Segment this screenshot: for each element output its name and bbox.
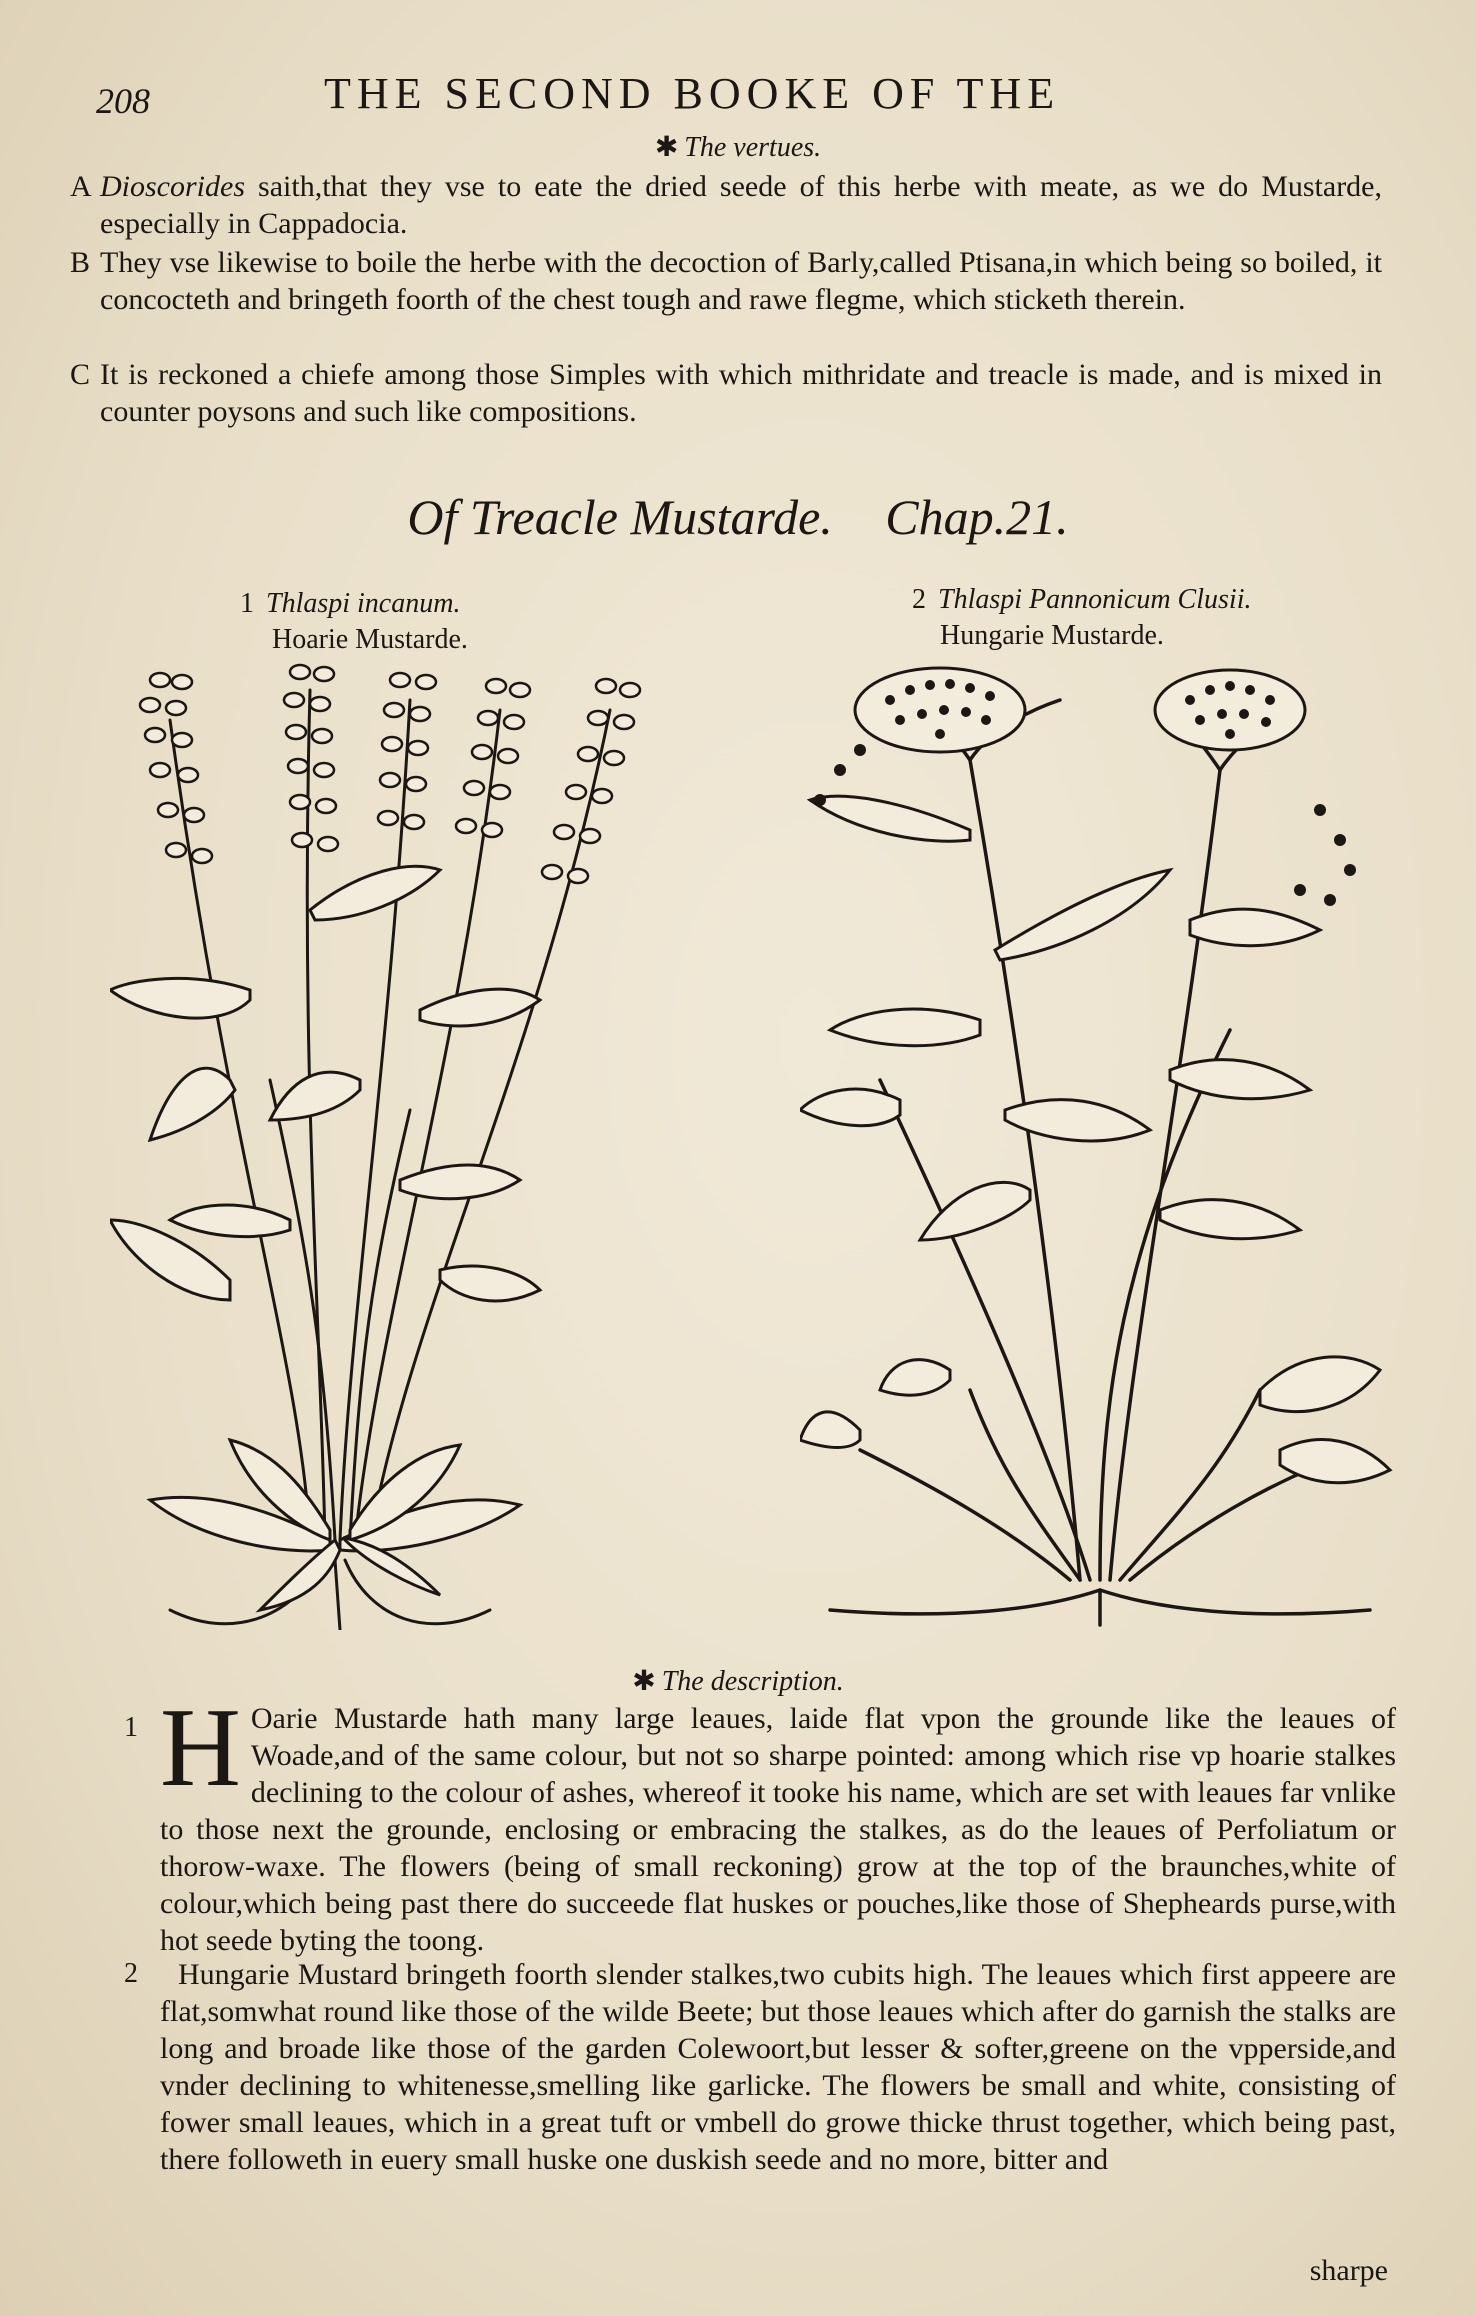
description-heading: ✱ The description. [632,1666,844,1697]
catchword: sharpe [1309,2254,1388,2287]
latin-name: Thlaspi incanum. [266,588,461,619]
asterism-icon: ✱ [654,132,679,163]
figure-number: 2 [912,584,926,615]
description-paragraph-2 [160,1956,1396,2178]
drop-cap-initial: H [160,1686,241,1810]
vertues-item-a [70,168,1382,242]
figure-2-caption [912,582,1251,654]
vertue-text: saith,that they vse to eate the dried seede of this herbe with meate, as we do Mustarde, especially in Cappadocia. [100,170,1382,240]
vertues-item-c [70,356,1382,430]
paragraph-text: Hungarie Mustard bringeth foorth slender stalkes,two cubits high. The leaues which first appeere are flat,somwhat round like those of the wilde Beete; but those leaues which after do garnish the stalks are long and broade like those of the garden Colewoort,but lesser & softer,greene on the vpperside,and vnder declining to whitenesse,smelling like garlicke. The flowers be small and white, consisting of fower small leaues, which in a great tuft or vmbell do growe thicke thrust together, which being past, there followeth in euery small huske one duskish seede and no more, bitter and [160,1958,1396,2176]
vertue-text: They vse likewise to boile the herbe with the decoction of Barly,called Ptisana,in which being so boiled, it concocteth and bringeth foorth of the chest tough and rawe flegme, which sticketh therein. [100,246,1382,316]
latin-name: Thlaspi Pannonicum Clusii. [938,584,1252,615]
vertue-letter: A [70,170,92,203]
paragraph-text: Oarie Mustarde hath many large leaues, laide flat vpon the grounde like the leaues of Woade,and of the same colour, but not so sharpe pointed: among which rise vp hoarie stalkes declining to the colour of ashes, whereof it tooke his name, which are set with leaues far vnlike to those next the grounde, enclosing or embracing the stalkes, as do the leaues of Perfoliatum or thorow-waxe. The flowers (being of small reckoning) grow at the top of the braunches,white of colour,which being past there do succeede flat huskes or pouches,like those of Shepheards purse,with hot seede byting the toong. [160,1702,1396,1957]
vertues-heading: ✱ The vertues. [654,132,822,163]
description-paragraph-1 [160,1686,1396,1959]
chapter-number: Chap.21. [885,489,1069,545]
english-name: Hoarie Mustarde. [272,624,468,655]
chapter-title [0,488,1476,546]
vertue-text: It is reckoned a chiefe among those Simples with which mithridate and treacle is made, and is mixed in counter poysons and such like compositions. [100,358,1382,428]
page-number: 208 [96,81,150,121]
running-head: THE SECOND BOOKE OF THE [324,69,1061,118]
page-header [96,62,1386,122]
hungarie-mustarde-woodcut [800,650,1400,1630]
hoarie-mustarde-woodcut [110,660,690,1630]
author-name: Dioscorides [100,170,245,203]
asterism-icon: ✱ [632,1666,656,1697]
paragraph-number: 2 [124,1958,138,1989]
english-name: Hungarie Mustarde. [940,620,1164,651]
figure-number: 1 [240,588,254,619]
vertues-item-b [70,244,1382,318]
chapter-name: Of Treacle Mustarde. [407,489,833,545]
figure-1-caption [240,586,468,658]
vertue-letter: C [70,358,91,391]
paragraph-number: 1 [124,1712,138,1743]
vertue-letter: B [70,246,91,279]
